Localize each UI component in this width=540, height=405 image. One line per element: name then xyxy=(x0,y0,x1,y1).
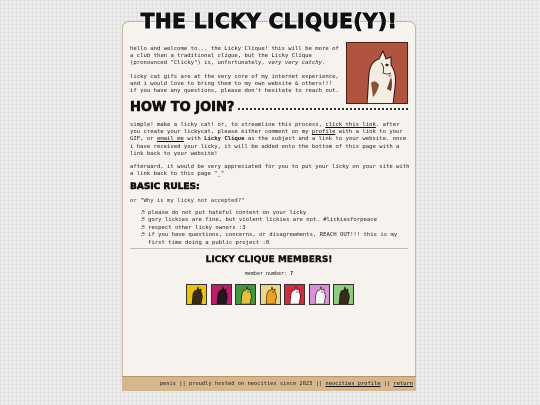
cat-icon xyxy=(347,43,408,104)
rules-list xyxy=(141,210,409,247)
member-licky-5[interactable] xyxy=(284,284,305,305)
intro-catchy: very very catchy. xyxy=(268,60,326,67)
profile-link[interactable]: profile xyxy=(311,129,336,136)
cat-icon xyxy=(236,285,255,304)
intro-clique: clique xyxy=(217,53,238,60)
cat-icon xyxy=(261,285,280,304)
member-licky-3[interactable] xyxy=(235,284,256,305)
intro-club: club xyxy=(136,53,151,60)
footer xyxy=(122,376,416,391)
member-count-value: 7 xyxy=(290,271,294,277)
join-text-a: simple! make a licky cat! or, to streamline this process, xyxy=(130,122,326,128)
members-heading: LICKY CLIQUE MEMBERS! xyxy=(205,255,333,265)
licky-cat-gif xyxy=(346,42,408,104)
join-text-d: with xyxy=(183,136,205,143)
footer-text: penis || proudly hosted on neocities since 2023 || xyxy=(159,381,326,387)
rule-item: ♬ please do not put hateful content on your licky xyxy=(141,210,409,217)
heading-rule xyxy=(238,108,408,110)
rule-item: ♬ gory lickies are fine, but violent lickies are not. #lickiesforpeace xyxy=(141,217,409,224)
join-text-e: as the subject and a link to your website. once i have received your licky, it will be added onto the bottom of this page with a link back to your website! xyxy=(130,136,407,157)
rule-item: ♬ respect other licky owners :3 xyxy=(141,225,409,232)
subject-bold: Licky Clique xyxy=(204,136,245,143)
rules-subtitle: or "Why is my licky not accepted?" xyxy=(130,198,245,204)
member-licky-7[interactable] xyxy=(333,284,354,305)
cat-icon xyxy=(334,285,353,304)
member-licky-2[interactable] xyxy=(211,284,232,305)
intro-text-b: than a traditional xyxy=(150,53,218,60)
neocities-profile-link[interactable]: neocities profile xyxy=(325,381,381,387)
intro-text-c: , but the Licky Clique (pronounced "Clicky") is, unfortunately, xyxy=(130,53,312,67)
section-divider xyxy=(130,248,408,249)
intro-text xyxy=(130,46,342,101)
join-text-b: . after you create your lickycat, please either comment on my xyxy=(130,122,400,136)
join-paragraph-1 xyxy=(130,122,410,158)
member-licky-6[interactable] xyxy=(309,284,330,305)
email-me-link[interactable]: email me xyxy=(156,136,184,143)
cat-icon xyxy=(310,285,329,304)
page-title: THE LICKY CLIQUE(Y)! xyxy=(140,9,398,33)
cat-icon xyxy=(212,285,231,304)
member-count xyxy=(122,271,416,277)
join-text-c: with a link to your GIF, or xyxy=(130,129,403,143)
click-this-link[interactable]: click this link xyxy=(325,122,376,128)
rule-item: ♬ if you have questions, concerns, or disagreements, REACH OUT!!! this is my first time doing a public project :0 xyxy=(141,232,409,247)
member-count-label: member number: xyxy=(244,271,291,277)
return-link[interactable]: return xyxy=(393,381,413,387)
intro-text-a: hello and welcome to... the Licky Clique! this will be more of a xyxy=(130,46,339,60)
footer-separator: || xyxy=(380,381,394,387)
member-licky-1[interactable] xyxy=(186,284,207,305)
cat-icon xyxy=(187,285,206,304)
how-to-join-heading: HOW TO JOIN? xyxy=(130,100,235,115)
intro-paragraph-2: licky cat gifs are at the very core of my internet experience, and i would love to bring them to my own website & others!!! if you have any questions, please don't hesitate to reach out. xyxy=(130,73,339,95)
join-paragraph-2: afterward, it would be very appreciated for you to put your licky on your site with a link back to this page ^_^ xyxy=(130,164,410,178)
member-licky-4[interactable] xyxy=(260,284,281,305)
basic-rules-heading: BASIC RULES: xyxy=(130,182,200,192)
cat-icon xyxy=(285,285,304,304)
intro-paragraph-1 xyxy=(130,46,342,68)
